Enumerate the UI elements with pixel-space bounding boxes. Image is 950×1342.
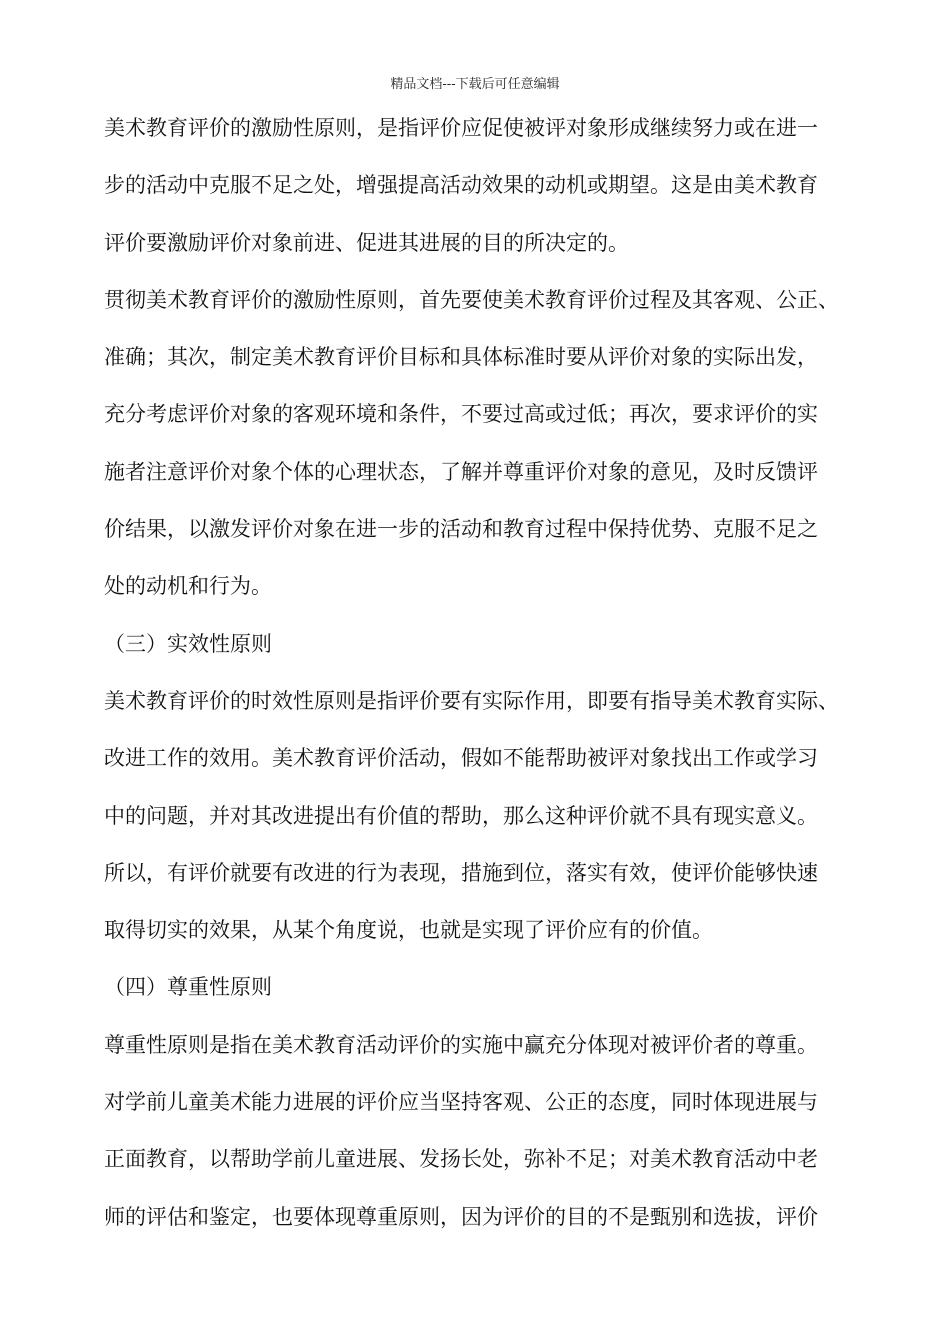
section-heading: （三）实效性原则 bbox=[104, 631, 272, 656]
text-line: 对学前儿童美术能力进展的评价应当坚持客观、公正的态度，同时体现进展与 bbox=[104, 1090, 818, 1115]
text-line: 充分考虑评价对象的客观环境和条件，不要过高或过低；再次，要求评价的实 bbox=[104, 402, 818, 427]
document-body bbox=[104, 100, 864, 1246]
text-line: 评价要激励评价对象前进、促进其进展的目的所决定的。 bbox=[104, 230, 629, 255]
text-line: 正面教育，以帮助学前儿童进展、发扬长处，弥补不足；对美术教育活动中老 bbox=[104, 1147, 818, 1172]
text-line: 改进工作的效用。美术教育评价活动，假如不能帮助被评对象找出工作或学习 bbox=[104, 746, 818, 771]
text-line: 美术教育评价的时效性原则是指评价要有实际作用，即要有指导美术教育实际、 bbox=[104, 688, 839, 713]
text-line: 取得切实的效果，从某个角度说，也就是实现了评价应有的价值。 bbox=[104, 918, 713, 943]
text-line: 贯彻美术教育评价的激励性原则，首先要使美术教育评价过程及其客观、公正、 bbox=[104, 287, 839, 312]
text-line: 美术教育评价的激励性原则，是指评价应促使被评对象形成继续努力或在进一 bbox=[104, 116, 818, 140]
text-line: 所以，有评价就要有改进的行为表现，措施到位，落实有效，使评价能够快速 bbox=[104, 860, 818, 885]
text-line: 步的活动中克服不足之处，增强提高活动效果的动机或期望。这是由美术教育 bbox=[104, 173, 818, 198]
text-line: 施者注意评价对象个体的心理状态，了解并尊重评价对象的意见，及时反馈评 bbox=[104, 459, 818, 484]
text-line: 尊重性原则是指在美术教育活动评价的实施中赢充分体现对被评价者的尊重。 bbox=[104, 1032, 818, 1057]
text-line: 中的问题，并对其改进提出有价值的帮助，那么这种评价就不具有现实意义。 bbox=[104, 803, 818, 828]
text-line: 价结果，以激发评价对象在进一步的活动和教育过程中保持优势、克服不足之 bbox=[104, 517, 818, 542]
text-line: 准确；其次，制定美术教育评价目标和具体标准时要从评价对象的实际出发， bbox=[104, 345, 818, 370]
section-heading: （四）尊重性原则 bbox=[104, 975, 272, 1000]
text-line: 师的评估和鉴定，也要体现尊重原则，因为评价的目的不是甄别和选拔，评价 bbox=[104, 1204, 818, 1229]
text-line: 处的动机和行为。 bbox=[104, 574, 272, 599]
page-header: 精品文档---下载后可任意编辑 bbox=[390, 77, 560, 92]
